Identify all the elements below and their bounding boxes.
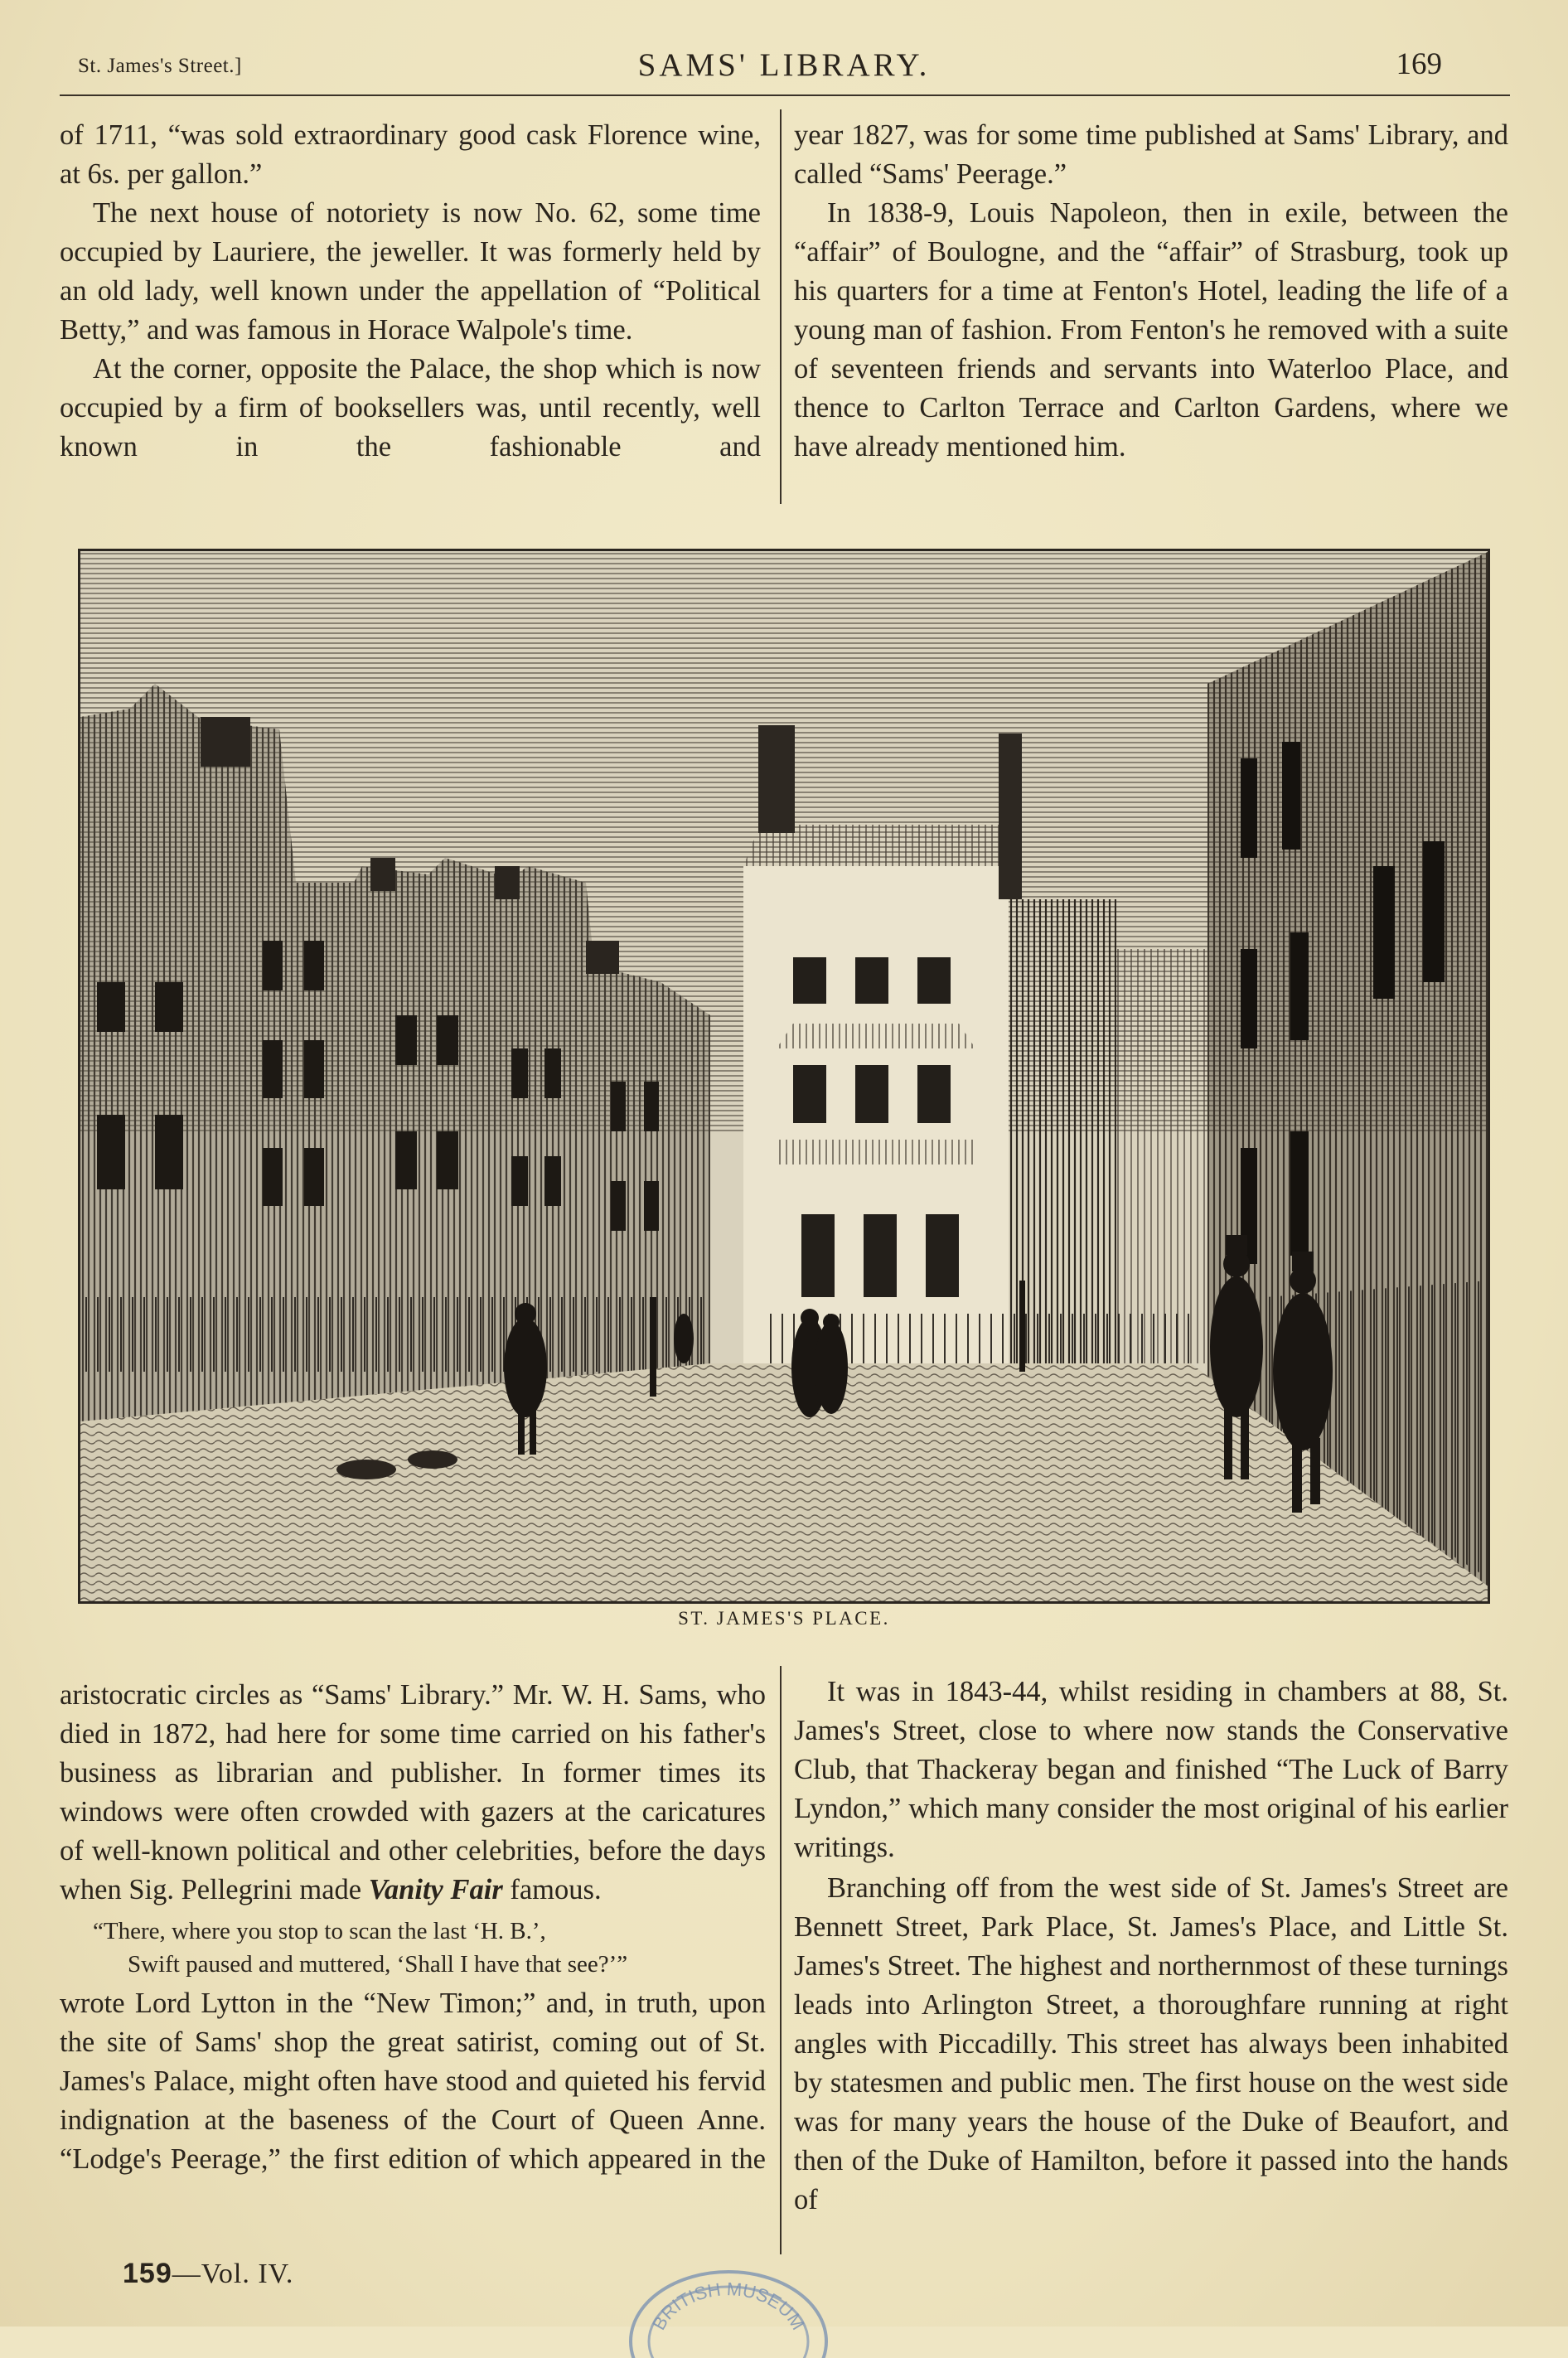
top-right-column [794,116,1508,467]
running-head-left: St. James's Street.] [78,55,242,77]
text-run: famous. [502,1874,602,1905]
paragraph: year 1827, was for some time published at Sams' Library, and called “Sams' Peerage.” [794,119,1508,190]
paragraph: Branching off from the west side of St. James's Street are Bennett Street, Park Place, St. James's Place, and Little St. James's Street. The highest and northernmost of these turnings leads into Arlington Street, a thoroughfare running at right angles with Piccadilly. This street has always been inhabited by statesmen and public men. The first house on the west side was for many years the house of the Duke of Beaufort, and then of the Duke of Hamilton, before it passed into the hands of [794,1872,1508,2215]
running-title: SAMS' LIBRARY. [637,47,931,83]
signature-mark [123,2258,293,2290]
italic-title: Vanity Fair [368,1874,503,1905]
top-left-column [60,116,761,467]
paragraph: In 1838-9, Louis Napoleon, then in exile, between the “affair” of Boulogne, and the “affair” of Strasburg, took up his quarters for a time at Fenton's Hotel, leading the life of a young man of fashion. From Fenton's he removed with a suite of seventeen friends and servants into Waterloo Place, and thence to Carlton Terrace and Carlton Gardens, where we have already mentioned him. [794,197,1508,462]
column-rule [780,109,782,504]
text-run: aristocratic circles as “Sams' Library.” Mr. W. H. Sams, who died in 1872, had here for some time carried on his father's business as librarian and publisher. In former times its windows were often crowded with gazers at the caricatures of well-known political and other celebrities, before the days when Sig. Pellegrini made [60,1679,766,1905]
library-stamp [620,2259,837,2358]
header-rule [60,94,1510,96]
svg-text:BRITISH MUSEUM [648,2278,809,2333]
paragraph: The next house of notoriety is now No. 62, some time occupied by Lauriere, the jeweller. It was formerly held by an old lady, well known under the appellation of “Political Betty,” and was famous in Horace Walpole's time. [60,197,761,346]
stamp-text: BRITISH MUSEUM [648,2278,809,2334]
engraving-illustration [78,549,1490,1604]
verse-quotation [60,1915,766,1981]
paragraph: It was in 1843-44, whilst residing in chambers at 88, St. James's Street, close to where now stands the Conservative Club, that Thackeray began and finished “The Luck of Barry Lyndon,” which many consider the most original of his earlier writings. [794,1676,1508,1863]
running-header [60,46,1508,93]
figure-caption: ST. JAMES'S PLACE. [678,1608,890,1629]
signature-number: 159 [123,2258,172,2289]
bottom-left-column [60,1676,766,2179]
signature-text: —Vol. IV. [172,2259,294,2289]
verse-line: “There, where you stop to scan the last ‘H. B.’, [93,1918,546,1944]
paragraph [60,1676,766,1910]
paragraph: wrote Lord Lytton in the “New Timon;” and, in truth, upon the site of Sams' shop the great satirist, coming out of St. James's Palace, might often have stood and quieted his fervid indignation at the baseness of the Court of Queen Anne. “Lodge's Peerage,” the first edition of which appeared in the [60,1988,766,2175]
paragraph: of 1711, “was sold extraordinary good cask Florence wine, at 6s. per gallon.” [60,119,761,190]
bottom-right-column [794,1673,1508,2220]
st-james-place-engraving [80,551,1488,1601]
column-rule [780,1666,782,2254]
verse-line: Swift paused and muttered, ‘Shall I have that see?’” [128,1951,628,1978]
paragraph: At the corner, opposite the Palace, the shop which is now occupied by a firm of booksellers was, until recently, well known in the fashionable and [60,353,761,462]
page-number: 169 [1396,47,1442,81]
